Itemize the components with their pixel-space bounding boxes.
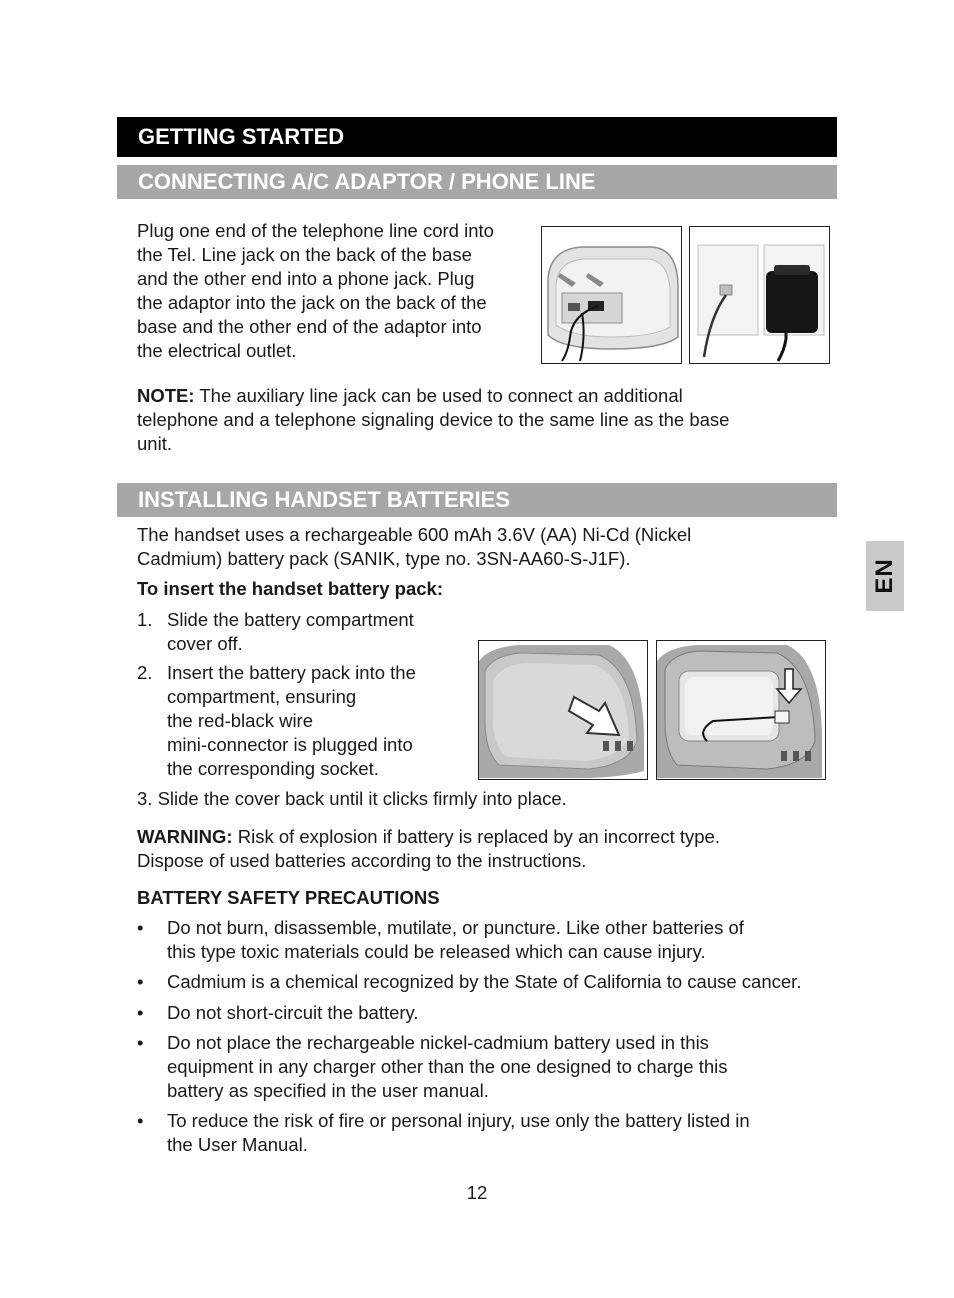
wall-outlet-adaptor-image bbox=[689, 226, 830, 364]
step-text: Insert the battery pack into the compartment, ensuring the red-black wire mini-connector is plugged into the corresponding socket. bbox=[167, 662, 416, 779]
base-unit-jack-image bbox=[541, 226, 682, 364]
section-header-connecting: CONNECTING A/C ADAPTOR / PHONE LINE bbox=[117, 165, 837, 199]
warning-paragraph: WARNING: Risk of explosion if battery is replaced by an incorrect type. Dispose of used batteries according to the instructions. bbox=[137, 826, 720, 871]
warning-label: WARNING: bbox=[137, 826, 233, 847]
language-tab-en bbox=[866, 541, 904, 611]
battery-intro: The handset uses a rechargeable 600 mAh 3.6V (AA) Ni-Cd (Nickel Cadmium) battery pack (SANIK, type no. 3SN-AA60-S-J1F). bbox=[137, 524, 692, 569]
connecting-instructions: Plug one end of the telephone line cord into the Tel. Line jack on the back of the base and the other end into a phone jack. Plug the adaptor into the jack on the back of the base and the other end of the adaptor into the electrical outlet. bbox=[137, 220, 494, 361]
page-number: 12 bbox=[466, 1182, 488, 1203]
section-header-installing-batteries: INSTALLING HANDSET BATTERIES bbox=[117, 483, 837, 517]
bullet-mark: • bbox=[137, 1110, 144, 1131]
note-paragraph: NOTE: The auxiliary line jack can be used to connect an additional telephone and a telephone signaling device to the same line as the base unit. bbox=[137, 385, 730, 454]
step-3-text: 3. Slide the cover back until it clicks firmly into place. bbox=[137, 788, 567, 809]
step-number: 2. bbox=[137, 662, 153, 683]
handset-cover-removal-image bbox=[478, 640, 648, 780]
step-text: Slide the battery compartment cover off. bbox=[167, 609, 414, 654]
step-number: 1. bbox=[137, 609, 153, 630]
language-tab-label: EN bbox=[871, 558, 898, 594]
precautions-heading: BATTERY SAFETY PRECAUTIONS bbox=[137, 887, 440, 908]
note-label: NOTE: bbox=[137, 385, 195, 406]
battery-connector-image bbox=[656, 640, 826, 780]
insert-battery-heading: To insert the handset battery pack: bbox=[137, 578, 443, 599]
section-header-getting-started: GETTING STARTED bbox=[117, 117, 837, 157]
bullet-mark: • bbox=[137, 971, 144, 992]
bullet-mark: • bbox=[137, 1002, 144, 1023]
bullet-mark: • bbox=[137, 917, 144, 938]
bullet-mark: • bbox=[137, 1032, 144, 1053]
